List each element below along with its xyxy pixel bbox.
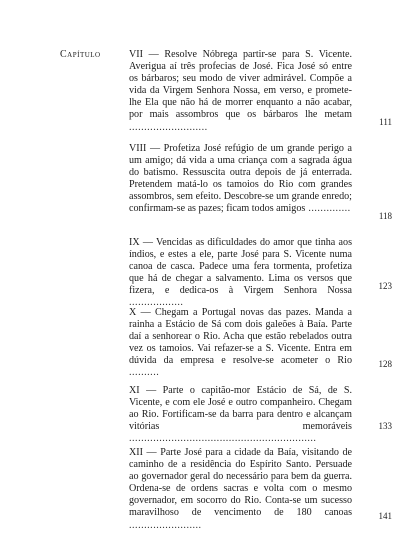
toc-entry-description: XII — Parte José para a cidade da Baía, visitando de caminho de a residência do Espírito Santo. Persuade ao governador geral do necessário para bem da guerra. Ordena-se de ordens sacras e volta com o mesmo governador, em socorro do Rio. Conta-se um sucesso maravilhoso de vencimento de 180 canoas <box>129 447 352 519</box>
page-number: 133 <box>378 421 392 431</box>
page-number: 118 <box>378 211 392 221</box>
dot-leader: .......... <box>129 367 160 379</box>
toc-entry <box>129 237 392 309</box>
toc-entry-description: IX — Vencidas as dificuldades do amor que tinha aos índios, e estes a ele, parte José para S. Vicente numa canoa de casca. Padece uma fera tormenta, profetiza que há de chegar a salvamento. Lima os versos que fizera, e dedica-os à Virgem Senhora Nossa <box>129 237 352 297</box>
page-number: 111 <box>379 117 392 127</box>
dot-leader: ........................ <box>129 519 202 531</box>
toc-entry <box>129 385 392 445</box>
toc-entry-text <box>129 447 352 532</box>
dot-leader: .............. <box>305 203 351 215</box>
toc-entry-description: VII — Resolve Nóbrega partir-se para S. Vicente. Averigua aí três profecias de José. Fica José só entre os bárbaros; seu modo de viver admirável. Compõe a vida da Virgem Senhora Nossa, em verso, e promete-lhe Ela que não há de morrer enquanto a não acabar, por mais assombros que os bárbaros lhe metam <box>129 49 352 121</box>
toc-entry-text <box>129 237 352 310</box>
toc-entry <box>129 307 392 379</box>
dot-leader: .............................................................. <box>129 433 317 445</box>
page-number: 123 <box>378 281 392 291</box>
chapter-heading: Capítulo <box>60 49 101 60</box>
page-number: 141 <box>378 511 392 521</box>
toc-entry <box>129 143 392 228</box>
toc-entry <box>129 49 392 134</box>
toc-entry-description: X — Chegam a Portugal novas das pazes. Manda a rainha a Estácio de Sá com dois galeões à Baía. Parte daí a senhorear o Rio. Acha que estão rebelados outra vez os tamoios. Vai refazer-se a S. Vicente. Entra em dúvida da empresa e resolve-se acometer o Rio <box>129 307 352 367</box>
toc-entry-text <box>129 143 352 216</box>
dot-leader: .......................... <box>129 121 208 133</box>
toc-entry-description: VIII — Profetiza José refúgio de um grande perigo a um amigo; dá vida a uma criança com a sagrada água do batismo. Ressuscita outra depois de já enterrada. Pretendem matá-lo os tamoios do Rio com grandes assombros, sem efeito. Descobre-se um grande enredo; confirmam-se as pazes; ficam todos amigos <box>129 143 352 215</box>
toc-entry-text <box>129 307 352 380</box>
toc-entry <box>129 447 392 531</box>
page-number: 128 <box>378 359 392 369</box>
table-of-contents <box>129 49 392 537</box>
toc-entry-description: XI — Parte o capitão-mor Estácio de Sá, de S. Vicente, e com ele José e outro companheiro. Chegam ao Rio. Fortificam-se da barra para dentro e alcançam vitórias memoráveis <box>129 385 352 433</box>
dot-leader: .................. <box>129 297 184 309</box>
toc-entry-text <box>129 385 352 445</box>
toc-entry-text <box>129 49 352 134</box>
